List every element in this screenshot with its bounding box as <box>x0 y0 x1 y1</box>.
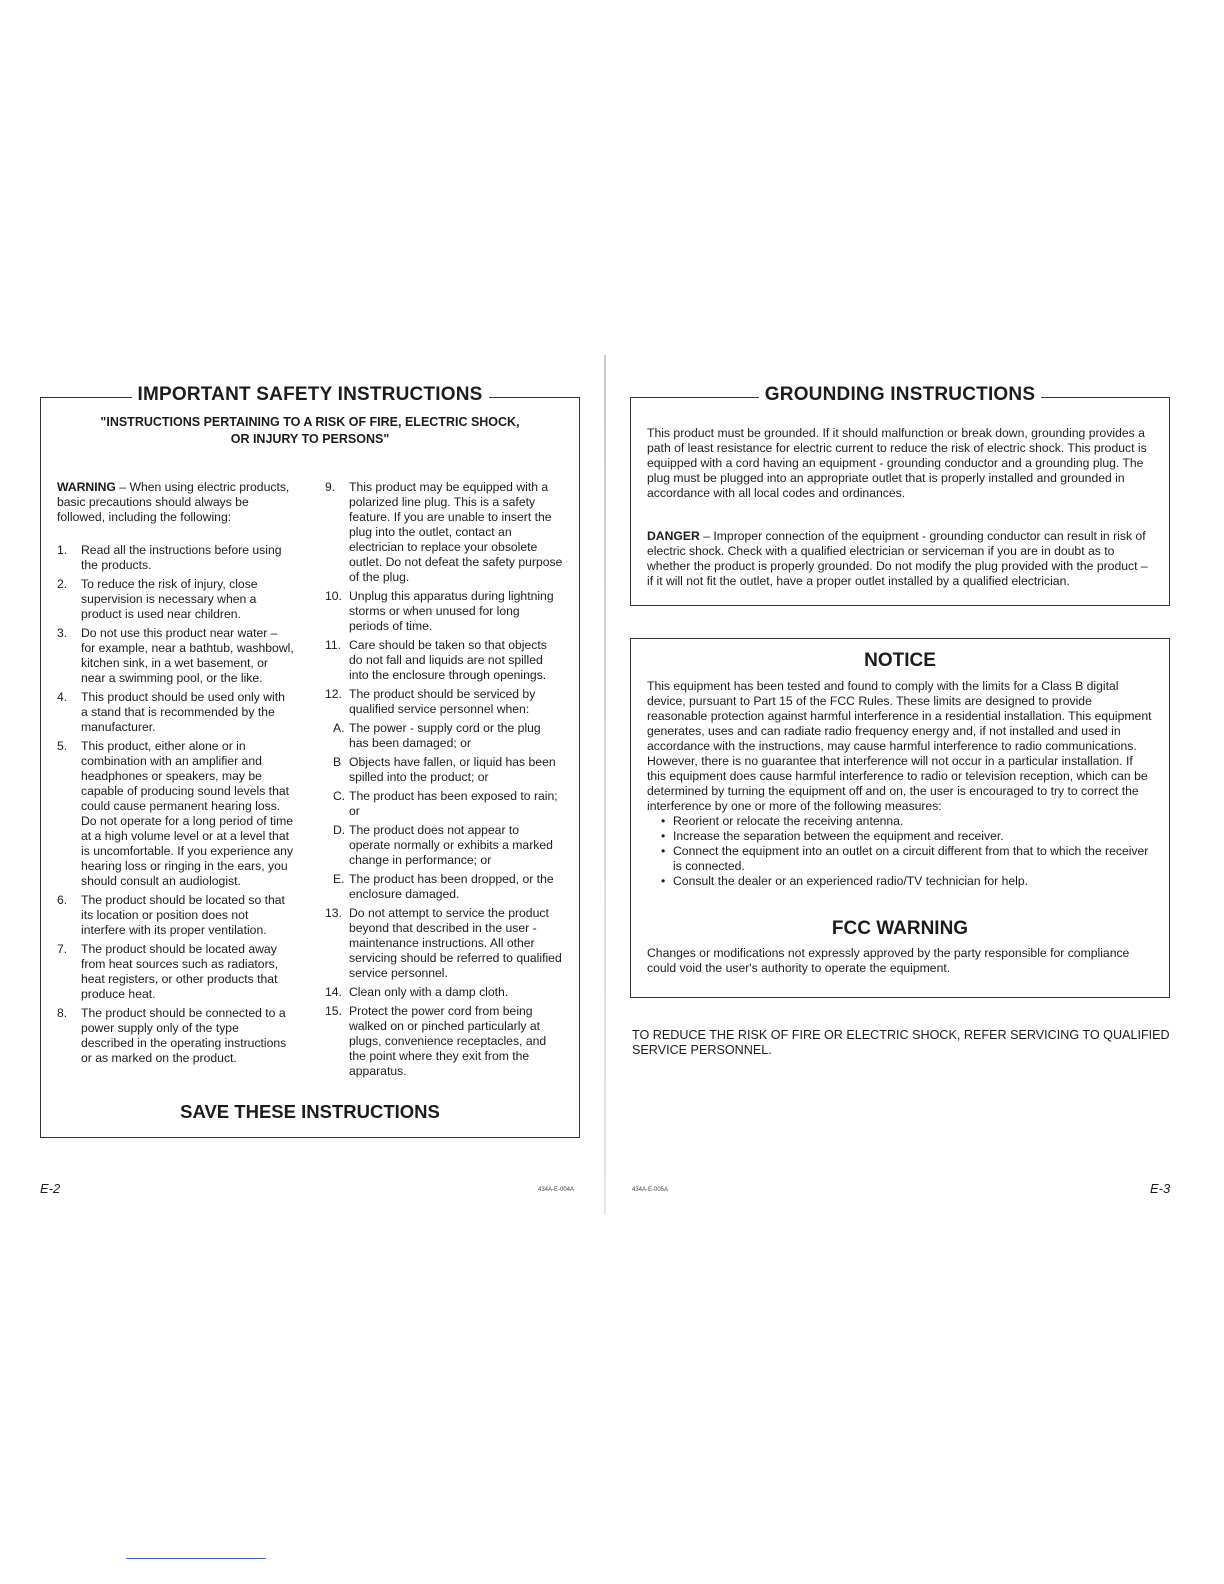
service-condition-item <box>325 789 563 819</box>
safety-item-number: 14. <box>325 985 342 999</box>
measure-text: Consult the dealer or an experienced radio/TV technician for help. <box>673 874 1029 888</box>
safety-item <box>325 1004 563 1079</box>
safety-item <box>325 589 563 634</box>
service-condition-item-number: B <box>333 755 342 769</box>
page-number-left: E-2 <box>40 1181 61 1196</box>
safety-item-number: 1. <box>57 543 68 557</box>
measure-item <box>647 844 1153 874</box>
safety-list-right <box>325 480 563 717</box>
safety-item-number: 11. <box>325 638 342 652</box>
service-condition-item-text: The power - supply cord or the plug has been damaged; or <box>349 721 541 750</box>
safety-item-text: Protect the power cord from being walked on or pinched particularly at plugs, convenience receptacles, and the point where they exit from the apparatus. <box>349 1004 547 1078</box>
safety-item-number: 2. <box>57 577 68 591</box>
safety-item-number: 4. <box>57 690 68 704</box>
service-condition-item-text: Objects have fallen, or liquid has been spilled into the product; or <box>349 755 556 784</box>
safety-item <box>325 480 563 585</box>
bullet-icon: • <box>661 874 666 888</box>
grounding-paragraph: This product must be grounded. If it should malfunction or break down, grounding provides a path of least resistance for electric current to reduce the risk of electric shock. This product is equipped with a cord having an equipment - grounding conductor and a grounding plug. The plug must be plugged into an appropriate outlet that is properly installed and grounded in accordance with all local codes and ordinances. <box>647 426 1147 500</box>
safety-item-text: Unplug this apparatus during lightning storms or when unused for long periods of time. <box>349 589 554 633</box>
bullet-icon: • <box>661 844 666 858</box>
service-condition-item <box>325 872 563 902</box>
safety-item-text: This product, either alone or in combination with an amplifier and headphones or speakers, may be capable of producing sound levels that could cause permanent hearing loss. Do not operate for a long period of time at a high volume level or at a level that is uncomfortable. If you experience any hearing loss or ringing in the ears, you should consult an audiologist. <box>81 739 294 888</box>
notice-measures-list <box>647 814 1153 889</box>
service-condition-item-text: The product has been exposed to rain; or <box>349 789 558 818</box>
service-condition-item-text: The product has been dropped, or the enclosure damaged. <box>349 872 554 901</box>
notice-box <box>630 638 1170 998</box>
doc-code-right: 434A-E-005A <box>632 1187 669 1193</box>
measure-text: Reorient or relocate the receiving antenna. <box>673 814 904 828</box>
safety-item <box>325 687 563 717</box>
safety-item-text: Do not attempt to service the product beyond that described in the user - maintenance instructions. All other servicing should be referred to qualified service personnel. <box>349 906 562 980</box>
safety-item-text: Do not use this product near water – for example, near a bathtub, washbowl, kitchen sink, in a wet basement, or near a swimming pool, or the like. <box>81 626 294 685</box>
safety-item-text: The product should be located away from heat sources such as radiators, heat registers, or other products that produce heat. <box>81 942 279 1001</box>
safety-item <box>57 1006 295 1066</box>
safety-item <box>57 626 295 686</box>
safety-left-column <box>57 480 295 1070</box>
danger-text: – Improper connection of the equipment - grounding conductor can result in risk of electric shock. Check with a qualified electrician or serviceman if you are in doubt as to whether the product is properly grounded. Do not modify the plug provided with the product – if it will not fit the outlet, have a proper outlet installed by a qualified electrician. <box>647 529 1148 588</box>
service-condition-item <box>325 823 563 868</box>
safety-right-column <box>325 480 563 1083</box>
page-number-right: E-3 <box>1150 1181 1171 1196</box>
measure-item <box>647 874 1153 889</box>
scan-underline <box>126 1558 266 1559</box>
safety-item-text: This product may be equipped with a polarized line plug. This is a safety feature. If you are unable to insert the plug into the outlet, contact an electrician to replace your obsolete outlet. Do not defeat the safety purpose of the plug. <box>349 480 563 584</box>
notice-paragraph: This equipment has been tested and found to comply with the limits for a Class B digital device, pursuant to Part 15 of the FCC Rules. These limits are designed to provide reasonable protection against harmful interference in a residential installation. This equipment generates, uses and can radiate radio frequency energy and, if not installed and used in accordance with the instructions, may cause harmful interference to radio communications. However, there is no guarantee that interference will not occur in a particular installation. If this equipment does cause harmful interference to radio or television reception, which can be determined by turning the equipment off and on, the user is encouraged to try to correct the interference by one or more of the following measures: • Reorient or relocate the receiving antenna. • Increase the separation between the equipment and receiver. • Connect the equipment into an outlet on a circuit different from that to which the receiver is connected. • Consult the dealer or an experienced radio/TV technician for help. <box>647 679 1152 888</box>
safety-item-text: Care should be taken so that objects do not fall and liquids are not spilled into the enclosure through openings. <box>349 638 547 682</box>
bullet-icon: • <box>661 814 666 828</box>
safety-item-number: 6. <box>57 893 68 907</box>
safety-item <box>57 543 295 573</box>
safety-item <box>325 638 563 683</box>
service-conditions-list <box>325 721 563 902</box>
fcc-warning-title: FCC WARNING <box>831 918 969 939</box>
safety-list-left <box>57 543 295 1066</box>
safety-instructions-box <box>40 384 580 1138</box>
measure-item <box>647 829 1153 844</box>
notice-title: NOTICE <box>864 650 936 671</box>
danger-paragraph <box>647 529 1153 589</box>
safety-item <box>57 577 295 622</box>
warning-paragraph <box>57 480 295 525</box>
service-condition-item-number: C. <box>333 789 346 803</box>
warning-text: – When using electric products, basic precautions should always be followed, including the following: <box>57 480 290 524</box>
safety-item-text: The product should be serviced by qualified service personnel when: <box>349 687 536 716</box>
safety-item <box>57 690 295 735</box>
safety-item-text: Clean only with a damp cloth. <box>349 985 509 999</box>
danger-label: DANGER <box>647 529 700 543</box>
safety-item-number: 15. <box>325 1004 342 1018</box>
safety-title: IMPORTANT SAFETY INSTRUCTIONS <box>132 384 489 406</box>
grounding-title: GROUNDING INSTRUCTIONS <box>759 384 1041 406</box>
safety-item-number: 7. <box>57 942 68 956</box>
doc-code-left: 434A-E-004A <box>538 1187 575 1193</box>
service-condition-item <box>325 721 563 751</box>
safety-item-text: The product should be located so that its location or position does not interfere with its proper ventilation. <box>81 893 285 937</box>
grounding-instructions-box <box>630 384 1170 606</box>
fcc-warning-paragraph: Changes or modifications not expressly approved by the party responsible for compliance could void the user's authority to operate the equipment. <box>647 946 1130 975</box>
safety-item-text: This product should be used only with a stand that is recommended by the manufacturer. <box>81 690 285 734</box>
service-condition-item-number: A. <box>333 721 345 735</box>
safety-item-text: Read all the instructions before using the products. <box>81 543 282 572</box>
measure-text: Increase the separation between the equipment and receiver. <box>673 829 1004 843</box>
bullet-icon: • <box>661 829 666 843</box>
safety-item <box>325 985 563 1000</box>
service-condition-item-text: The product does not appear to operate normally or exhibits a marked change in performance; or <box>349 823 553 867</box>
safety-item-text: The product should be connected to a power supply only of the type described in the operating instructions or as marked on the product. <box>81 1006 287 1065</box>
safety-item <box>57 942 295 1002</box>
safety-item <box>57 893 295 938</box>
safety-item-number: 12. <box>325 687 342 701</box>
safety-item-number: 8. <box>57 1006 68 1020</box>
safety-item-number: 10. <box>325 589 342 603</box>
safety-item-number: 5. <box>57 739 68 753</box>
safety-item-number: 13. <box>325 906 342 920</box>
reduce-risk-note: TO REDUCE THE RISK OF FIRE OR ELECTRIC SHOCK, REFER SERVICING TO QUALIFIED SERVICE PERSONNEL. <box>632 1028 1170 1057</box>
warning-label: WARNING <box>57 480 116 494</box>
safety-item <box>57 739 295 889</box>
safety-item-number: 3. <box>57 626 68 640</box>
safety-item-number: 9. <box>325 480 336 494</box>
save-instructions: SAVE THESE INSTRUCTIONS <box>180 1101 440 1122</box>
measure-text: Connect the equipment into an outlet on a circuit different from that to which the receiver is connected. <box>673 844 1149 873</box>
service-condition-item-number: E. <box>333 872 345 886</box>
safety-item-text: To reduce the risk of injury, close supervision is necessary when a product is used near children. <box>81 577 258 621</box>
safety-list-right-2 <box>325 906 563 1079</box>
service-condition-item-number: D. <box>333 823 346 837</box>
service-condition-item <box>325 755 563 785</box>
safety-item <box>325 906 563 981</box>
measure-item <box>647 814 1153 829</box>
page-spine <box>604 355 606 1215</box>
safety-subtitle: "INSTRUCTIONS PERTAINING TO A RISK OF FIRE, ELECTRIC SHOCK, OR INJURY TO PERSONS" <box>100 415 520 446</box>
